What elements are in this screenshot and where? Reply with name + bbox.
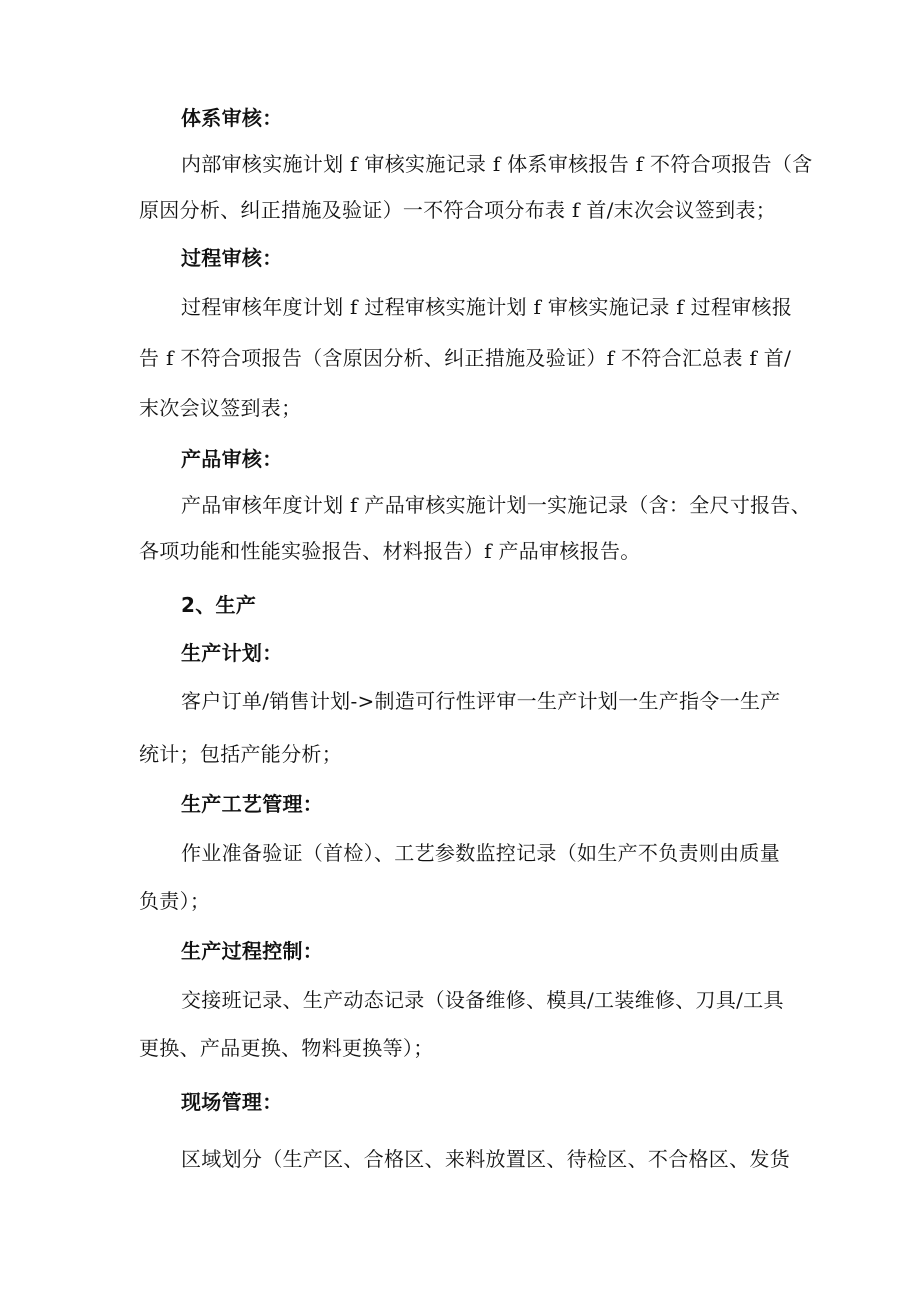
section-heading: 过程审核： xyxy=(181,246,283,270)
chapter-heading: 2、生产 xyxy=(181,593,257,617)
paragraph-line: 更换、产品更换、物料更换等）； xyxy=(139,1036,434,1060)
paragraph-line: 交接班记录、生产动态记录（设备维修、模具/工装维修、刀具/工具 xyxy=(181,988,784,1012)
paragraph-line: 内部审核实施计划 f 审核实施记录 f 体系审核报告 f 不符合项报告（含 xyxy=(181,152,813,176)
section-heading: 体系审核： xyxy=(181,106,283,130)
section-heading: 产品审核： xyxy=(181,447,283,471)
paragraph-line: 客户订单/销售计划->制造可行性评审一生产计划一生产指令一生产 xyxy=(181,689,781,713)
paragraph-line: 产品审核年度计划 f 产品审核实施计划一实施记录（含：全尺寸报告、 xyxy=(181,493,812,517)
paragraph-line: 作业准备验证（首检）、工艺参数监控记录（如生产不负责则由质量 xyxy=(181,841,780,865)
section-heading: 生产工艺管理： xyxy=(181,792,324,816)
paragraph-line: 原因分析、纠正措施及验证）一不符合项分布表 f 首/末次会议签到表； xyxy=(139,198,777,222)
section-heading: 现场管理： xyxy=(181,1090,283,1114)
paragraph-line: 统计；包括产能分析； xyxy=(139,742,342,766)
section-heading: 生产计划： xyxy=(181,641,283,665)
paragraph-line: 末次会议签到表； xyxy=(139,396,302,420)
section-heading: 生产过程控制： xyxy=(181,939,324,963)
paragraph-line: 各项功能和性能实验报告、材料报告）f 产品审核报告。 xyxy=(139,539,641,563)
paragraph-line: 告 f 不符合项报告（含原因分析、纠正措施及验证）f 不符合汇总表 f 首/ xyxy=(139,346,792,370)
paragraph-line: 过程审核年度计划 f 过程审核实施计划 f 审核实施记录 f 过程审核报 xyxy=(181,295,793,319)
paragraph-line: 负责）； xyxy=(139,889,211,913)
paragraph-line: 区域划分（生产区、合格区、来料放置区、待检区、不合格区、发货 xyxy=(181,1147,790,1171)
